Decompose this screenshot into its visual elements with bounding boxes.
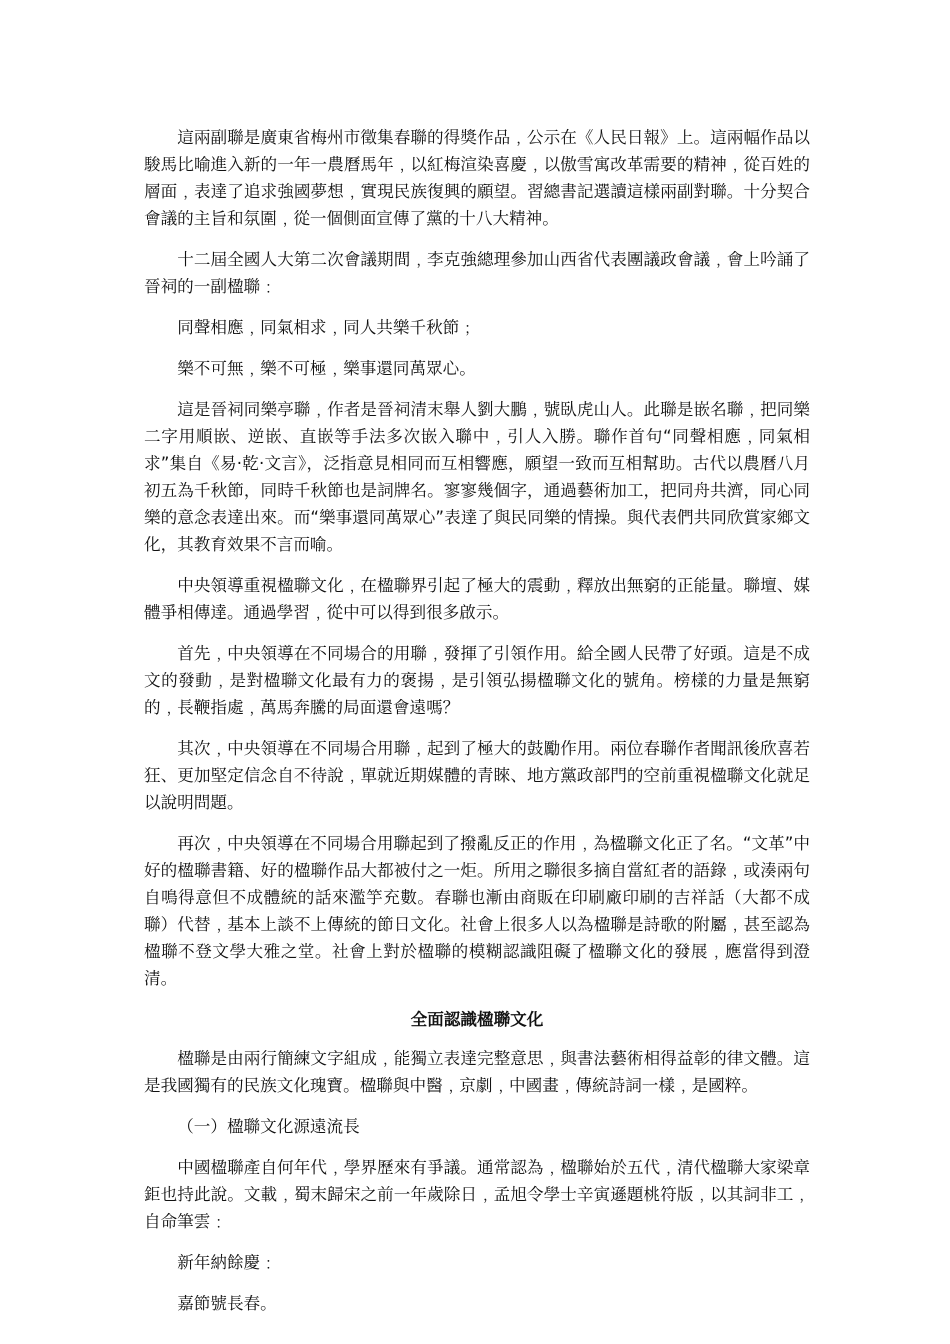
paragraph-2: 十二屆全國人大第二次會議期間﹐李克強總理參加山西省代表團議政會議﹐會上吟誦了晉祠的一副楹聯﹕ [144, 250, 810, 296]
couplet-line-2: 樂不可無﹐樂不可極﹐樂事還同萬眾心。 [177, 359, 476, 378]
paragraph-7: 再次﹐中央領導在不同場合用聯起到了撥亂反正的作用﹐為楹聯文化正了名。“文革”中好的楹聯書籍、好的楹聯作品大都被付之一炬。所用之聯很多摘自當紅者的語錄﹐或湊兩句自鳴得意但不成體統的話來濫竽充數。春聯也漸由商販在印刷廠印刷的吉祥話（大都不成聯）代替﹐基本上談不上傳統的節日文化。社會上很多人以為楹聯是詩歌的附屬﹐甚至認為楹聯不登文學大雅之堂。社會上對於楹聯的模糊認識阻礙了楹聯文化的發展﹐應當得到澄清。 [144, 834, 810, 988]
couplet-line-4: 嘉節號長春。 [177, 1294, 277, 1313]
paragraph-4: 中央領導重視楹聯文化﹐在楹聯界引起了極大的震動﹐釋放出無窮的正能量。聯壇、媒體爭相傳達。通過學習﹐從中可以得到很多啟示。 [144, 576, 810, 622]
paragraph-1: 這兩副聯是廣東省梅州市徵集春聯的得獎作品﹐公示在《人民日報》上。這兩幅作品以駿馬比喻進入新的一年一農曆馬年﹐以紅梅渲染喜慶﹐以傲雪寓改革需要的精神﹐從百姓的層面﹐表達了追求強國夢想﹐實現民族復興的願望。習總書記選讀這樣兩副對聯。十分契合會議的主旨和氛圍﹐從一個側面宣傳了黨的十八大精神。 [144, 128, 810, 228]
couplet-line-3: 新年納餘慶﹕ [177, 1253, 277, 1272]
paragraph-6: 其次﹐中央領導在不同場合用聯﹐起到了極大的鼓勵作用。兩位春聯作者聞訊後欣喜若狂、更加堅定信念自不待說﹐單就近期媒體的青睞、地方黨政部門的空前重視楹聯文化就足以說明問題。 [144, 739, 810, 812]
document-page [144, 124, 810, 1331]
paragraph-3: 這是晉祠同樂亭聯﹐作者是晉祠清末舉人劉大鵬﹐號臥虎山人。此聯是嵌名聯﹐把同樂二字用順嵌、逆嵌、直嵌等手法多次嵌入聯中﹐引人入勝。聯作首句“同聲相應﹐同氣相求”集自《易·乾·文言》，泛指意見相同而互相響應，願望一致而互相幫助。古代以農曆八月初五為千秋節，同時千秋節也是詞牌名。寥寥幾個字，通過藝術加工，把同舟共濟，同心同樂的意念表達出來。而“樂事還同萬眾心”表達了與民同樂的情操。與代表們共同欣賞家鄉文化，其教育效果不言而喻。 [144, 400, 810, 554]
section-heading: 全面認識楹聯文化 [410, 1010, 544, 1029]
section-paragraph-1: 楹聯是由兩行簡練文字組成﹐能獨立表達完整意思﹐與書法藝術相得益彰的律文體。這是我國獨有的民族文化瑰寶。楹聯與中醫﹐京劇﹐中國畫﹐傳統詩詞一樣﹐是國粹。 [144, 1049, 810, 1095]
subsection-heading: （一）楹聯文化源遠流長 [177, 1117, 360, 1136]
couplet-line-1: 同聲相應﹐同氣相求﹐同人共樂千秋節﹔ [177, 318, 476, 337]
paragraph-5: 首先﹐中央領導在不同場合的用聯﹐發揮了引領作用。給全國人民帶了好頭。這是不成文的發動﹐是對楹聯文化最有力的褒揚﹐是引領弘揚楹聯文化的號角。榜樣的力量是無窮的﹐長鞭指處﹐萬馬奔騰的局面還會遠嗎？ [144, 644, 810, 717]
subsection-paragraph-1: 中國楹聯產自何年代﹐學界歷來有爭議。通常認為﹐楹聯始於五代﹐清代楹聯大家梁章鉅也持此說。文載﹐蜀末歸宋之前一年歲除日﹐孟旭令學士辛寅遜題桃符版﹐以其詞非工﹐自命筆雲﹕ [144, 1158, 810, 1231]
